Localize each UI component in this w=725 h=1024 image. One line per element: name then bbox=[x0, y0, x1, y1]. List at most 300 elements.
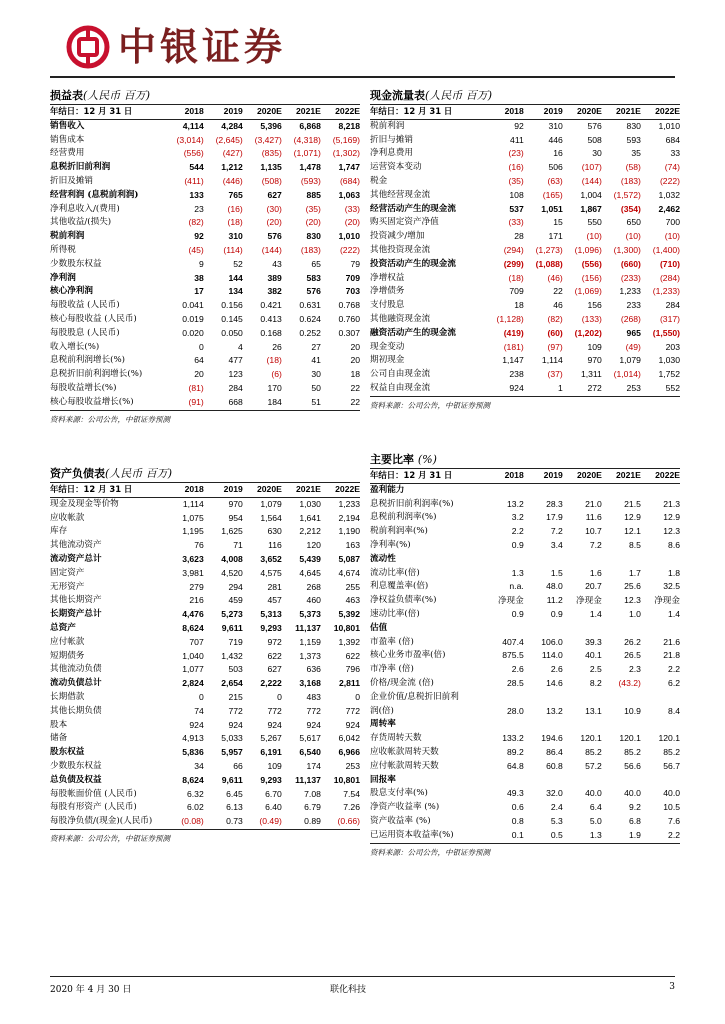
cell-value: 34 bbox=[194, 760, 204, 771]
cell-value: 4,008 bbox=[221, 553, 243, 564]
cell-value: (43.2) bbox=[618, 677, 641, 688]
table-row bbox=[50, 134, 360, 148]
row-label: 其他长期资产 bbox=[50, 595, 102, 606]
cell-value: 4,476 bbox=[182, 609, 204, 620]
cell-value: 106.0 bbox=[541, 636, 563, 647]
cell-value: 7.54 bbox=[343, 788, 360, 799]
table-row bbox=[50, 691, 360, 705]
cell-value: 21.5 bbox=[624, 498, 641, 509]
row-label: 回报率 bbox=[370, 774, 396, 785]
cell-value: 9 bbox=[198, 258, 204, 269]
cell-value: 1,135 bbox=[260, 162, 282, 173]
cell-value: 703 bbox=[345, 286, 360, 297]
cell-value: 2021E bbox=[282, 483, 321, 497]
cell-value: 411 bbox=[510, 134, 524, 145]
row-label: 净利息费用 bbox=[370, 148, 413, 159]
row-label: 运营资本变动 bbox=[370, 162, 422, 173]
cell-value: 40.0 bbox=[585, 788, 602, 799]
cell-value: 0.041 bbox=[182, 300, 204, 311]
cell-value bbox=[563, 774, 602, 788]
row-label: 核心业务市盈率(倍) bbox=[370, 650, 446, 661]
cell-value: 7.08 bbox=[304, 788, 321, 799]
balance-table bbox=[50, 483, 360, 830]
cell-value: 21.6 bbox=[663, 636, 680, 647]
cell-value: 21.0 bbox=[585, 498, 602, 509]
cell-value: 0 bbox=[198, 691, 204, 702]
cell-value bbox=[563, 622, 602, 636]
cell-value bbox=[641, 718, 680, 732]
section-title: 现金流量表(人民币 百万) bbox=[370, 88, 680, 105]
cell-value: 1,373 bbox=[299, 650, 321, 661]
cell-value: 5,313 bbox=[260, 609, 282, 620]
cell-value: 583 bbox=[306, 272, 321, 283]
cell-value: (144) bbox=[261, 244, 282, 255]
cell-value: 26.5 bbox=[624, 650, 641, 661]
cell-value: 885 bbox=[306, 189, 321, 200]
table-row bbox=[50, 581, 360, 595]
table-row bbox=[50, 608, 360, 622]
cell-value: 28.5 bbox=[507, 677, 524, 688]
row-label: 速动比率(倍) bbox=[370, 608, 420, 619]
cell-value: 1,625 bbox=[221, 526, 243, 537]
cell-value: 1,010 bbox=[658, 120, 680, 131]
row-label: 估值 bbox=[370, 622, 388, 633]
table-row bbox=[370, 299, 680, 313]
cell-value: (1,096) bbox=[574, 244, 602, 255]
row-label: 息税折旧前利润 bbox=[50, 162, 111, 173]
cell-value: (317) bbox=[659, 313, 680, 324]
cell-value: 460 bbox=[306, 595, 321, 606]
cell-value: 0.768 bbox=[338, 300, 360, 311]
table-row bbox=[370, 580, 680, 594]
cell-value: 1,641 bbox=[299, 512, 321, 523]
cell-value: 2021E bbox=[602, 105, 641, 119]
cell-value: 2,824 bbox=[182, 678, 204, 689]
cell-value: 233 bbox=[626, 300, 641, 311]
cell-value: 0.019 bbox=[182, 313, 204, 324]
cell-value: 970 bbox=[587, 355, 602, 366]
table-row bbox=[50, 553, 360, 567]
cell-value: 76 bbox=[194, 540, 204, 551]
table-row bbox=[50, 272, 360, 286]
table-header-row bbox=[370, 469, 680, 483]
cell-value: (556) bbox=[581, 258, 602, 269]
cell-value bbox=[602, 483, 641, 497]
table-row bbox=[50, 760, 360, 774]
cell-value: (3,427) bbox=[254, 134, 282, 145]
cell-value: 5,617 bbox=[299, 733, 321, 744]
cell-value: 253 bbox=[602, 382, 641, 396]
cell-value: (18) bbox=[508, 272, 524, 283]
row-label: 股东权益 bbox=[50, 747, 85, 758]
cell-value: 1,010 bbox=[338, 231, 360, 242]
income-statement-section bbox=[50, 88, 360, 427]
cell-value: (63) bbox=[547, 175, 563, 186]
cell-value: 156 bbox=[587, 300, 602, 311]
row-label: 年结日：12 月 31 日 bbox=[370, 469, 485, 483]
key-ratios-section bbox=[370, 452, 680, 860]
table-row bbox=[50, 594, 360, 608]
table-row bbox=[50, 512, 360, 526]
cell-value: (6) bbox=[271, 369, 282, 380]
row-label: 其他融资现金流 bbox=[370, 313, 431, 324]
cell-value: 1,030 bbox=[658, 355, 680, 366]
cell-value: 5,396 bbox=[260, 120, 282, 131]
cell-value: 2022E bbox=[321, 483, 360, 497]
cell-value: 5,033 bbox=[221, 733, 243, 744]
cell-value: 184 bbox=[243, 396, 282, 410]
cell-value: 65 bbox=[311, 258, 321, 269]
row-label: 年结日：12 月 31 日 bbox=[370, 105, 485, 119]
cell-value: 92 bbox=[194, 231, 204, 242]
row-label: 净权益负债率(%) bbox=[370, 595, 437, 606]
cell-value: (1,014) bbox=[613, 369, 641, 380]
cell-value: 9,611 bbox=[221, 622, 243, 633]
table-row bbox=[50, 636, 360, 650]
cell-value bbox=[524, 718, 563, 732]
income-table bbox=[50, 105, 360, 411]
cell-value: 627 bbox=[267, 189, 282, 200]
cell-value: (2,645) bbox=[215, 134, 243, 145]
cell-value: 4,114 bbox=[182, 120, 204, 131]
cell-value bbox=[641, 553, 680, 567]
cell-value: 1,233 bbox=[619, 286, 641, 297]
row-label: 销售成本 bbox=[50, 134, 85, 145]
cell-value: 1.4 bbox=[589, 608, 602, 619]
cell-value: 4,575 bbox=[260, 567, 282, 578]
cell-value: 15 bbox=[553, 217, 563, 228]
row-label: 每股帐面价值 (人民币) bbox=[50, 788, 137, 799]
cell-value: (284) bbox=[659, 272, 680, 283]
cell-value: 64.8 bbox=[507, 760, 524, 771]
cell-value: (156) bbox=[581, 272, 602, 283]
cell-value bbox=[524, 691, 563, 705]
cell-value bbox=[602, 774, 641, 788]
row-label: 其他收益/(损失) bbox=[50, 217, 112, 228]
cell-value: (74) bbox=[664, 162, 680, 173]
cell-value: 6,191 bbox=[260, 747, 282, 758]
cell-value: 1,195 bbox=[182, 526, 204, 537]
cell-value: 203 bbox=[665, 341, 680, 352]
cell-value: (294) bbox=[503, 244, 524, 255]
cell-value: 2021E bbox=[282, 105, 321, 119]
cell-value: 133 bbox=[189, 189, 204, 200]
cell-value: 1.6 bbox=[589, 567, 602, 578]
cell-value: 10.7 bbox=[585, 526, 602, 537]
row-label: 年结日：12 月 31 日 bbox=[50, 105, 165, 119]
table-row bbox=[50, 216, 360, 230]
cell-value: 6.45 bbox=[226, 788, 243, 799]
cell-value: (268) bbox=[620, 313, 641, 324]
cell-value: 622 bbox=[345, 650, 360, 661]
table-row bbox=[50, 354, 360, 368]
cell-value: (133) bbox=[581, 313, 602, 324]
cell-value: 108 bbox=[509, 189, 524, 200]
cell-value: 56.7 bbox=[663, 760, 680, 771]
table-row bbox=[370, 705, 680, 719]
cell-value: 116 bbox=[268, 540, 282, 551]
cell-value bbox=[641, 774, 680, 788]
table-row bbox=[370, 774, 680, 788]
cell-value: 463 bbox=[345, 595, 360, 606]
cell-value: 12.3 bbox=[624, 595, 641, 606]
cell-value: 144 bbox=[228, 272, 243, 283]
cell-value: 194.6 bbox=[541, 733, 563, 744]
cell-value: 2,654 bbox=[221, 678, 243, 689]
table-row bbox=[50, 622, 360, 636]
cell-value: (411) bbox=[184, 175, 204, 186]
table-row bbox=[50, 285, 360, 299]
cell-value bbox=[524, 774, 563, 788]
row-label: 经营活动产生的现金流 bbox=[370, 203, 456, 214]
table-row bbox=[370, 691, 680, 705]
row-label: 权益自由现金流 bbox=[370, 382, 485, 396]
row-label: 短期债务 bbox=[50, 650, 85, 661]
table-row bbox=[50, 230, 360, 244]
table-row bbox=[50, 175, 360, 189]
cell-value: 2022E bbox=[321, 105, 360, 119]
cell-value: 114.0 bbox=[541, 650, 563, 661]
cell-value: 17 bbox=[194, 286, 204, 297]
table-row bbox=[370, 216, 680, 230]
cell-value: 2,222 bbox=[260, 678, 282, 689]
row-label: 税前利润 bbox=[50, 231, 85, 242]
cell-value: 924 bbox=[189, 719, 204, 730]
footer-company: 联化科技 bbox=[330, 985, 367, 995]
cell-value: 970 bbox=[228, 498, 243, 509]
cell-value: 0.6 bbox=[511, 802, 524, 813]
cell-value: 8,624 bbox=[182, 622, 204, 633]
source-note: 资料来源：公司公告，中银证券预测 bbox=[50, 414, 170, 424]
cell-value: 5,392 bbox=[338, 609, 360, 620]
cell-value: (35) bbox=[508, 175, 524, 186]
cashflow-table bbox=[370, 105, 680, 397]
bank-of-china-logo-icon bbox=[66, 25, 110, 69]
cell-value: 407.4 bbox=[502, 636, 524, 647]
cell-value: 1,077 bbox=[182, 664, 204, 675]
cell-value: (1,572) bbox=[613, 189, 641, 200]
table-row bbox=[50, 382, 360, 396]
table-header-row bbox=[50, 483, 360, 497]
cell-value: 772 bbox=[345, 705, 360, 716]
cell-value: 627 bbox=[267, 664, 282, 675]
cell-value bbox=[485, 691, 524, 705]
cell-value: 1,747 bbox=[338, 162, 360, 173]
cell-value: 20 bbox=[350, 341, 360, 352]
cell-value bbox=[641, 483, 680, 497]
cell-value: 1.8 bbox=[668, 567, 680, 578]
table-row bbox=[370, 787, 680, 801]
table-row bbox=[370, 718, 680, 732]
cell-value: 954 bbox=[228, 512, 243, 523]
cell-value: 0.020 bbox=[182, 327, 204, 338]
cell-value: 170 bbox=[267, 382, 282, 393]
table-row bbox=[50, 788, 360, 802]
cell-value: 6.32 bbox=[187, 788, 204, 799]
cell-value: 净现金 bbox=[576, 595, 602, 606]
cell-value: 8,624 bbox=[182, 774, 204, 785]
table-row bbox=[50, 327, 360, 341]
cell-value: 109 bbox=[587, 341, 602, 352]
cell-value: 238 bbox=[509, 369, 524, 380]
cell-value: 483 bbox=[306, 691, 321, 702]
cell-value: (556) bbox=[183, 148, 204, 159]
cell-value: 14.6 bbox=[546, 677, 563, 688]
cell-value: 1 bbox=[524, 382, 563, 396]
cell-value: 1,030 bbox=[299, 498, 321, 509]
cell-value: 1,212 bbox=[221, 162, 243, 173]
row-label: 投资减少/增加 bbox=[370, 231, 425, 242]
table-row bbox=[370, 525, 680, 539]
cell-value: (233) bbox=[620, 272, 641, 283]
cell-value: 707 bbox=[189, 636, 204, 647]
cell-value: 86.4 bbox=[546, 746, 563, 757]
cell-value: 457 bbox=[267, 595, 282, 606]
cell-value bbox=[602, 553, 641, 567]
cell-value: (508) bbox=[261, 175, 282, 186]
cell-value: 6.4 bbox=[589, 802, 602, 813]
cell-value: 650 bbox=[626, 217, 641, 228]
footer-date: 2020 年 4 月 30 日 bbox=[50, 985, 132, 995]
cell-value: 23 bbox=[194, 203, 204, 214]
row-label: 息税折旧前利润增长(%) bbox=[50, 369, 143, 380]
cell-value: 1,159 bbox=[299, 636, 321, 647]
cell-value: (1,300) bbox=[613, 244, 641, 255]
cell-value: 1,079 bbox=[619, 355, 641, 366]
cell-value: 85.2 bbox=[624, 746, 641, 757]
cell-value: 2019 bbox=[204, 483, 243, 497]
cell-value: 40.1 bbox=[585, 650, 602, 661]
row-label: 盈利能力 bbox=[370, 484, 405, 495]
row-label: 流动性 bbox=[370, 553, 396, 564]
table-row bbox=[370, 815, 680, 829]
table-row bbox=[50, 732, 360, 746]
table-header-row bbox=[50, 105, 360, 119]
cell-value: 120.1 bbox=[619, 733, 641, 744]
cell-value: 52 bbox=[233, 258, 243, 269]
cell-value: 1,051 bbox=[541, 203, 563, 214]
cell-value: (46) bbox=[547, 272, 563, 283]
table-row bbox=[370, 272, 680, 286]
cell-value: (165) bbox=[542, 189, 563, 200]
cell-value: 2019 bbox=[204, 105, 243, 119]
cell-value: 净现金 bbox=[497, 595, 524, 606]
cell-value: 503 bbox=[228, 664, 243, 675]
cell-value: 30 bbox=[592, 148, 602, 159]
cell-value: 18 bbox=[350, 369, 360, 380]
cell-value: 2,194 bbox=[338, 512, 360, 523]
table-row bbox=[50, 650, 360, 664]
cell-value: 30 bbox=[311, 369, 321, 380]
cell-value: (1,088) bbox=[535, 258, 563, 269]
cell-value: 1.4 bbox=[668, 608, 680, 619]
cell-value: (91) bbox=[165, 396, 204, 410]
row-label: 净利率(%) bbox=[370, 539, 411, 550]
cell-value bbox=[602, 718, 641, 732]
row-label: 核心每股收益增长(%) bbox=[50, 396, 165, 410]
cell-value: 12.1 bbox=[624, 526, 641, 537]
row-label: 其他流动负债 bbox=[50, 664, 102, 675]
table-row bbox=[370, 746, 680, 760]
table-row bbox=[50, 525, 360, 539]
row-label: 期初现金 bbox=[370, 355, 405, 366]
cell-value: 684 bbox=[665, 134, 680, 145]
cell-value: 22 bbox=[321, 396, 360, 410]
table-row bbox=[370, 161, 680, 175]
row-label: 税前利润率(%) bbox=[370, 526, 428, 537]
cell-value bbox=[602, 691, 641, 705]
cell-value: 39.3 bbox=[585, 636, 602, 647]
table-row bbox=[370, 539, 680, 553]
cell-value: 4 bbox=[238, 341, 243, 352]
cell-value: 13.2 bbox=[546, 705, 563, 716]
cell-value: 2018 bbox=[165, 105, 204, 119]
cell-value: (35) bbox=[305, 203, 321, 214]
cell-value: 268 bbox=[306, 581, 321, 592]
row-label: 息税前利润增长(%) bbox=[50, 355, 126, 366]
cell-value: 6,042 bbox=[338, 733, 360, 744]
cell-value: 1.3 bbox=[563, 829, 602, 843]
table-row bbox=[50, 119, 360, 133]
row-label: 应收帐款周转天数 bbox=[370, 746, 439, 757]
cell-value: 0.9 bbox=[511, 539, 524, 550]
cell-value: 79 bbox=[350, 258, 360, 269]
cell-value: 1,867 bbox=[580, 203, 602, 214]
cell-value: 4,645 bbox=[299, 567, 321, 578]
cell-value: 668 bbox=[204, 396, 243, 410]
row-label: 每股净负债/(现金)(人民币) bbox=[50, 815, 165, 829]
cell-value: 830 bbox=[306, 231, 321, 242]
cell-value: 20 bbox=[194, 369, 204, 380]
table-row bbox=[50, 567, 360, 581]
row-label: 其他长期负债 bbox=[50, 705, 102, 716]
cell-value: 120.1 bbox=[580, 733, 602, 744]
row-label: 购买固定资产净值 bbox=[370, 217, 439, 228]
cell-value: 255 bbox=[345, 581, 360, 592]
source-note: 资料来源：公司公告，中银证券预测 bbox=[370, 400, 490, 410]
cell-value: 216 bbox=[189, 595, 204, 606]
cell-value: 28.3 bbox=[546, 498, 563, 509]
cell-value: 6.13 bbox=[226, 802, 243, 813]
cell-value: 5.0 bbox=[589, 815, 602, 826]
table-row bbox=[50, 705, 360, 719]
cell-value: 2020E bbox=[243, 483, 282, 497]
cell-value: (18) bbox=[227, 217, 243, 228]
cell-value: 27 bbox=[311, 341, 321, 352]
cell-value: (82) bbox=[188, 217, 204, 228]
cell-value: (222) bbox=[659, 175, 680, 186]
cell-value: 965 bbox=[626, 327, 641, 338]
row-label: 公司自由现金流 bbox=[370, 369, 431, 380]
source-note: 资料来源：公司公告，中银证券预测 bbox=[50, 833, 170, 843]
cell-value: 21.8 bbox=[663, 650, 680, 661]
table-row bbox=[370, 760, 680, 774]
cell-value: 7.6 bbox=[668, 815, 680, 826]
cell-value: 281 bbox=[267, 581, 282, 592]
cell-value: 576 bbox=[306, 286, 321, 297]
cell-value: 2021E bbox=[602, 469, 641, 483]
cell-value: 35 bbox=[631, 148, 641, 159]
table-row bbox=[370, 285, 680, 299]
row-label: 税金 bbox=[370, 175, 388, 186]
cell-value: 163 bbox=[345, 540, 360, 551]
table-row bbox=[370, 649, 680, 663]
cell-value: 0.760 bbox=[338, 313, 360, 324]
table-row bbox=[370, 134, 680, 148]
cell-value: 174 bbox=[306, 760, 321, 771]
cell-value: 89.2 bbox=[507, 746, 524, 757]
cell-value: (107) bbox=[581, 162, 602, 173]
